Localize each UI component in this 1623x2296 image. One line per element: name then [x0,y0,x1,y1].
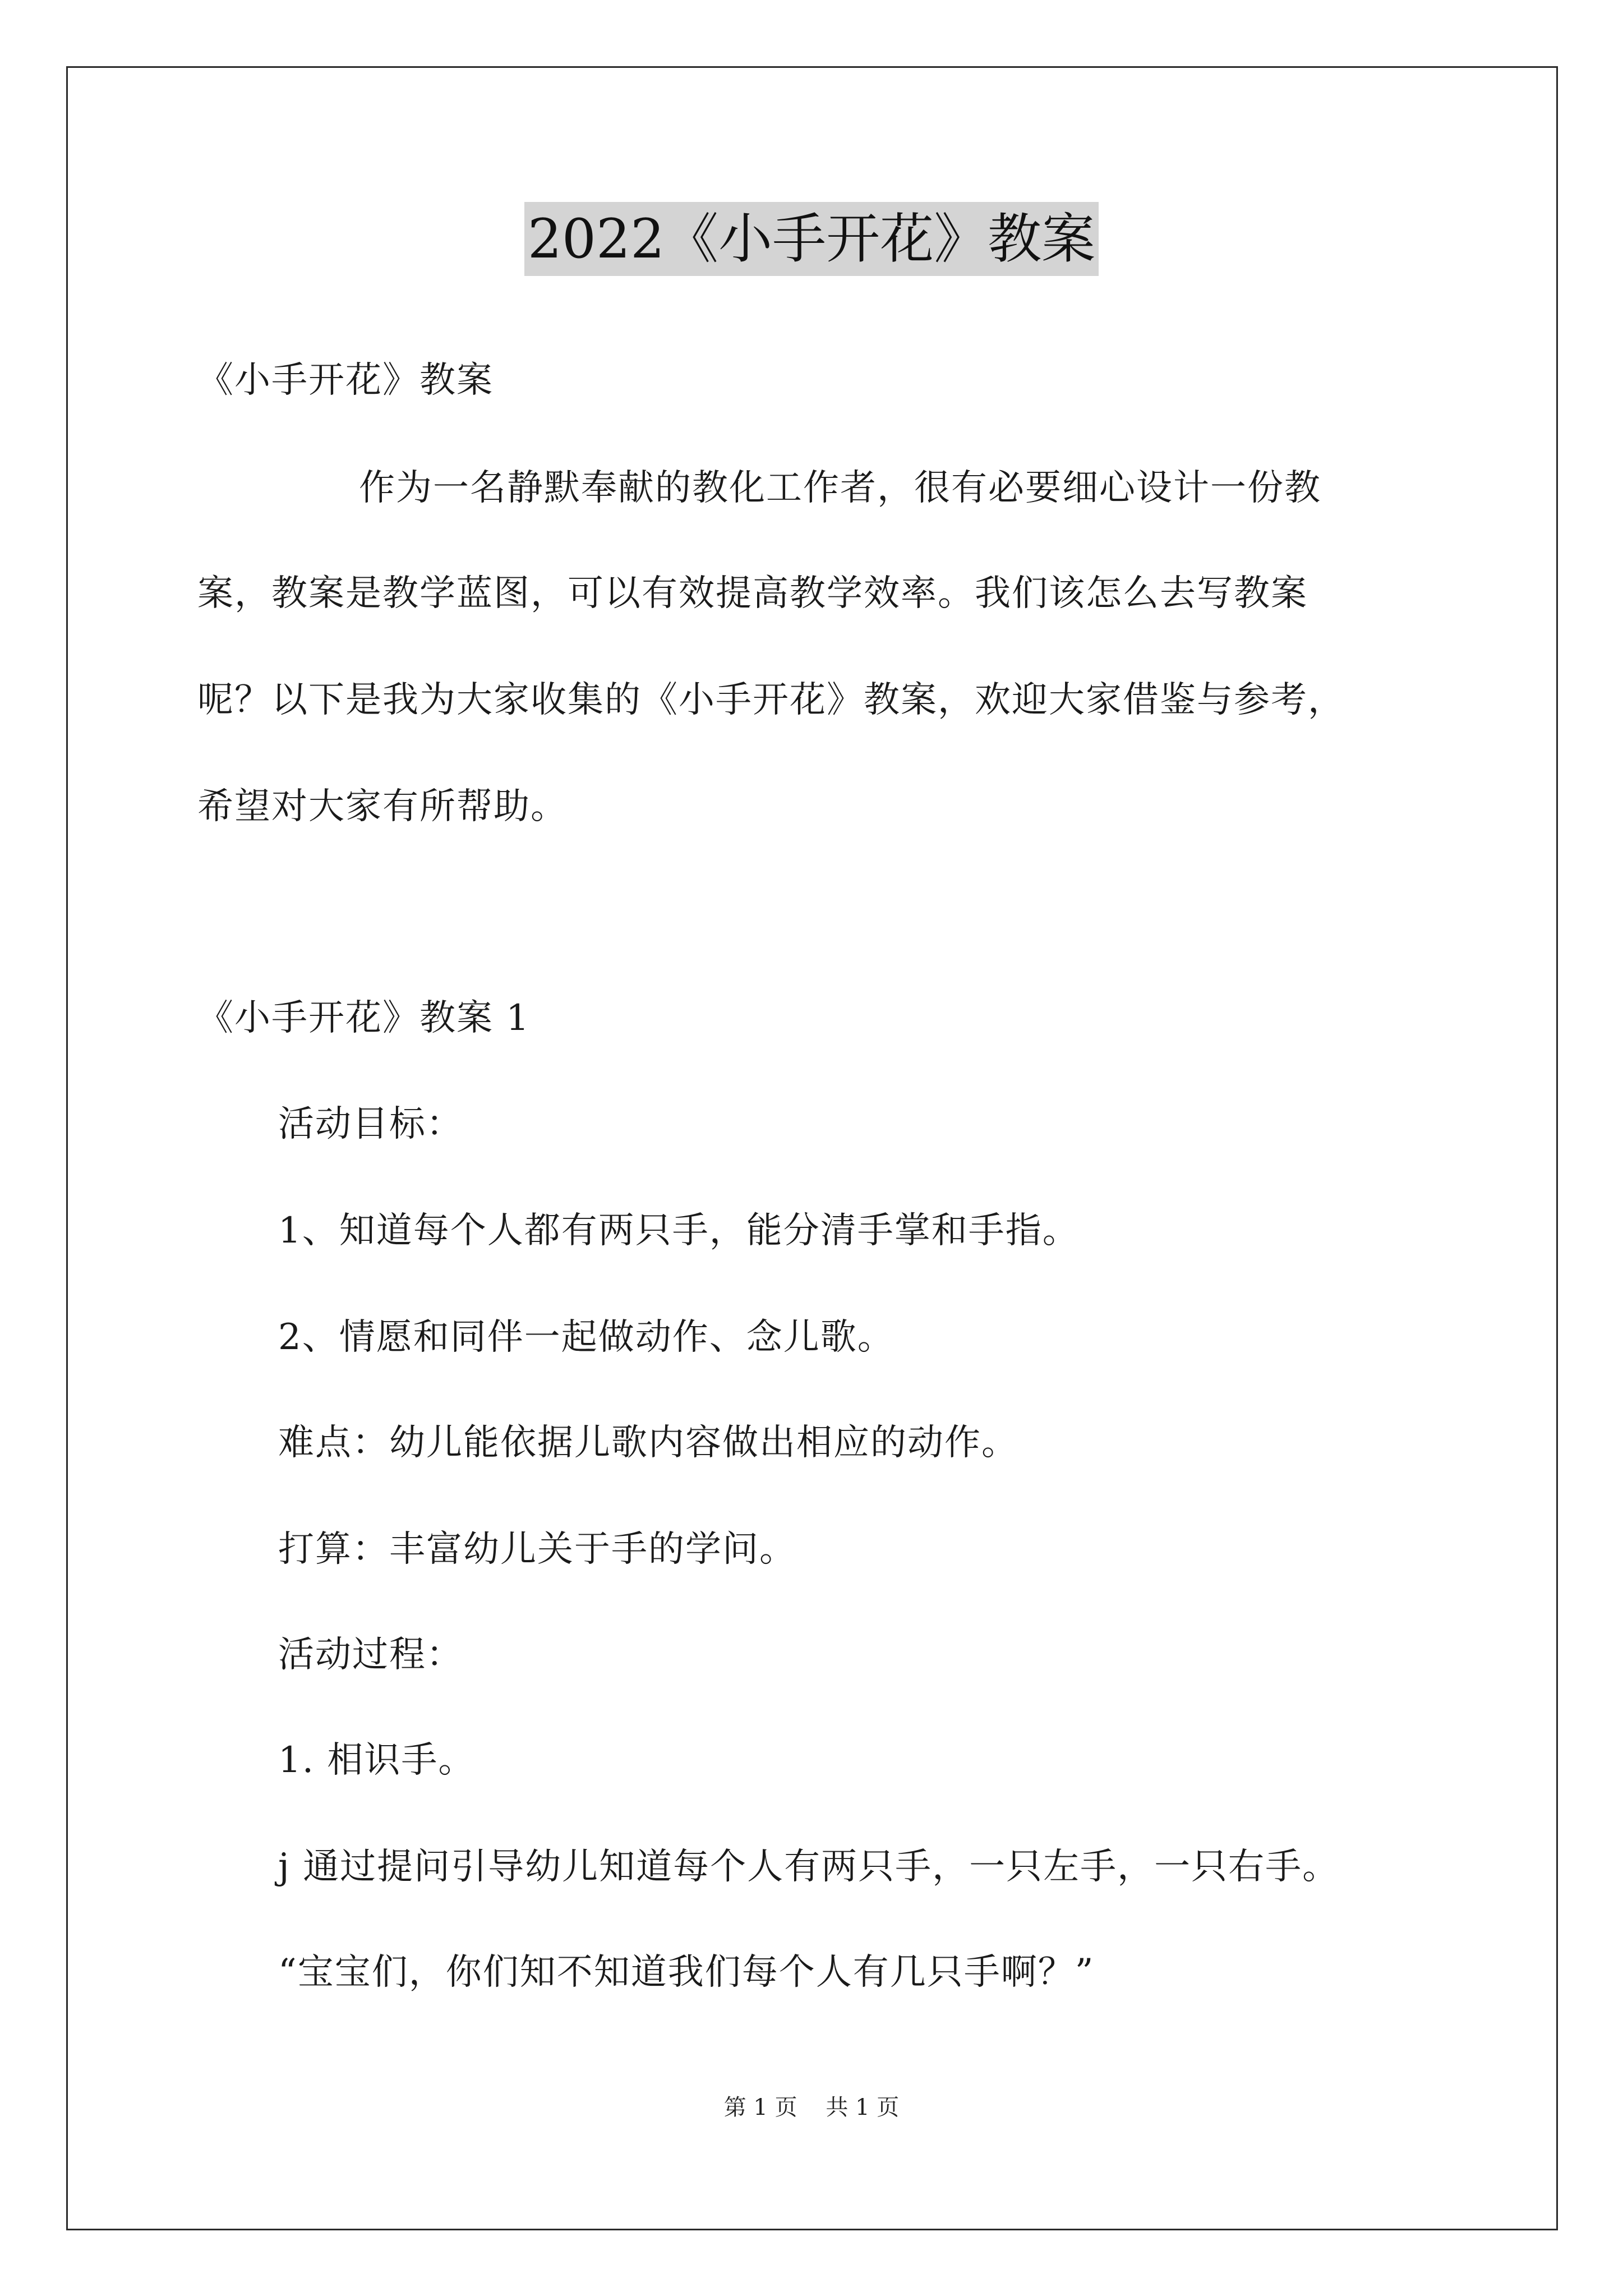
body-line: “宝宝们，你们知不知道我们每个人有几只手啊？” [278,1952,1095,1993]
body-line: 2、情愿和同伴一起做动作、念儿歌。 [278,1317,895,1358]
body-line: 活动过程： [278,1634,463,1676]
page-title: 2022《小手开花》教案 [524,202,1099,276]
body-line: 活动目标： [278,1103,463,1145]
body-line: 1. 相识手。 [278,1740,476,1781]
intro-line-3: 呢？以下是我为大家收集的《小手开花》教案，欢迎大家借鉴与参考， [197,679,1345,721]
section-heading: 《小手开花》教案 1 [197,997,531,1039]
page-footer: 第 1 页 共 1 页 [723,2095,900,2120]
intro-line-4: 希望对大家有所帮助。 [197,786,568,827]
document-subtitle: 《小手开花》教案 [197,360,494,401]
intro-line-1: 作为一名静默奉献的教化工作者，很有必要细心设计一份教 [359,467,1321,509]
body-line: j 通过提问引导幼儿知道每个人有两只手，一只左手，一只右手。 [278,1846,1340,1888]
body-line: 打算：丰富幼儿关于手的学问。 [278,1529,796,1570]
title-wrap [0,202,1623,276]
body-line: 1、知道每个人都有两只手，能分清手掌和手指。 [278,1210,1080,1251]
intro-line-2: 案，教案是教学蓝图，可以有效提高教学效率。我们该怎么去写教案 [197,573,1308,614]
body-line: 难点：幼儿能依据儿歌内容做出相应的动作。 [278,1422,1018,1464]
